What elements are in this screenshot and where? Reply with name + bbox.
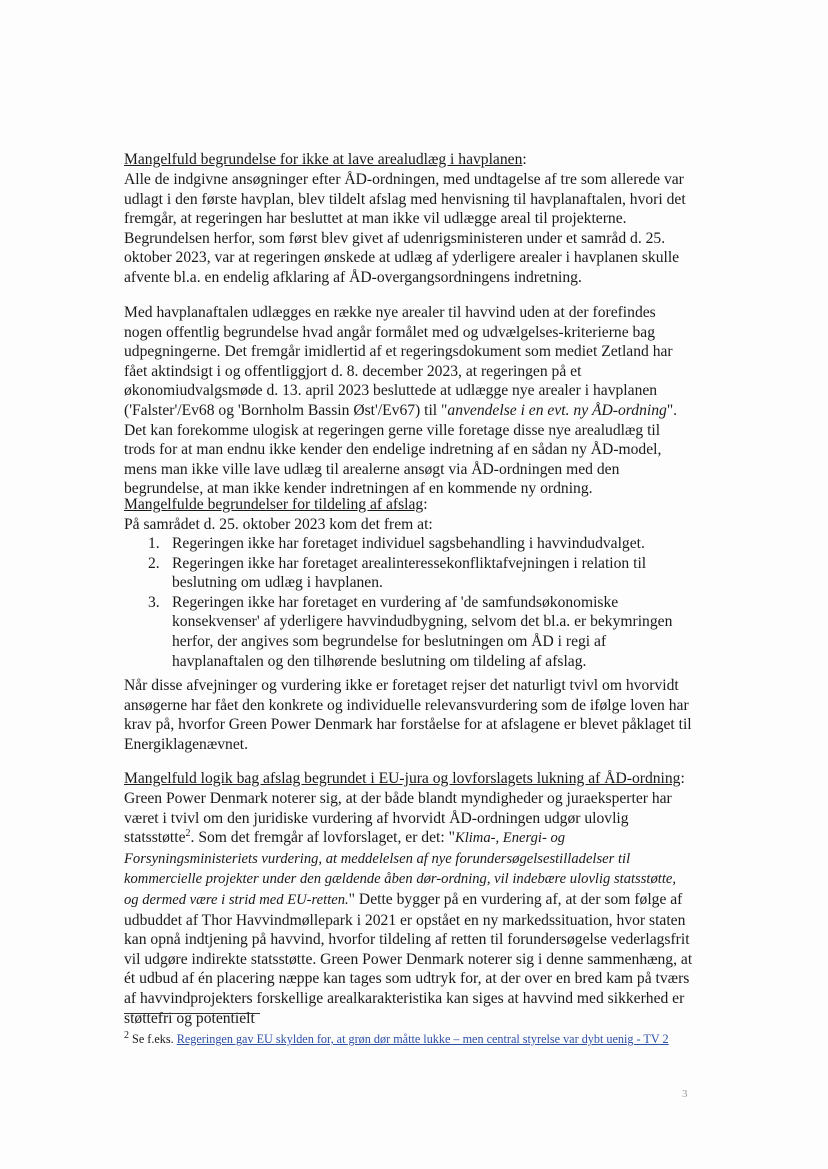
para2-text-b: ". Det kan forekomme ulogisk at regeringen gerne ville foretage disse nye arealudlæg til trods for at man endnu ikke kender den endelige indretning af en sådan ny ÅD-model, mens man ikke ville lave udlæg til arealerne ansøgt via ÅD-ordningen med den begrundelse, at man ikke kender indretningen af en kommende ny ordning. xyxy=(124,401,678,498)
section-3-heading: Mangelfuld logik bag afslag begrundet i EU-jura og lovforslagets lukning af ÅD-ordning xyxy=(124,770,681,787)
section-1-paragraph-1: Alle de indgivne ansøgninger efter ÅD-ordningen, med undtagelse af tre som allerede var udlagt i den første havplan, blev tildelt afslag med henvisning til havplanaftalen, hvori det fremgår, at regeringen har besluttet at man ikke vil udlægge areal til projekterne. Begrundelsen herfor, som først blev givet af udenrigsministeren under et samråd d. 25. oktober 2023, var at regeringen ønskede at udlæg af yderligere arealer i havplanen skulle afvente bl.a. en endelig afklaring af ÅD-overgangsordningens indretning. xyxy=(124,171,686,286)
section-3-paragraph xyxy=(124,789,694,1028)
section-2-heading-line: Mangelfulde begrundelser for tildeling af afslag: xyxy=(124,496,428,513)
list-item-text: Regeringen ikke har foretaget arealinteressekonfliktafvejningen i relation til beslutning om udlæg i havplanen. xyxy=(172,554,647,592)
section-2-heading: Mangelfulde begrundelser for tildeling af afslag xyxy=(124,496,424,513)
section-3-italic-quote: Klima-, Energi- og Forsyningsministeriets vurdering, at meddelelsen af nye forundersøgelsestilladelser til kommercielle projekter under den gældende åben dør-ordning, vil indebære ulovlig statsstøtte, og dermed være i strid med EU-retten. xyxy=(124,830,677,908)
page-number: 3 xyxy=(682,1088,688,1100)
section-1-paragraph-2 xyxy=(124,303,694,499)
footnote xyxy=(124,1031,694,1047)
footnote-link[interactable]: Regeringen gav EU skylden for, at grøn dør måtte lukke – men central styrelse var dybt uenig - TV 2 xyxy=(176,1032,669,1047)
footnote-number: 2 xyxy=(124,1030,129,1042)
para2-italic-quote: anvendelse i en evt. ny ÅD-ordning xyxy=(447,401,667,419)
list-item-text: Regeringen ikke har foretaget en vurdering af 'de samfundsøkonomiske konsekvenser' af yderligere havvindudbygning, selvom det bl.a. er bekymringen herfor, der angives som begrundelse for beslutningen om ÅD i regi af havplanaftalen og den tilhørende beslutning om tildeling af afslag. xyxy=(172,593,673,670)
list-item-number: 2. xyxy=(148,554,160,572)
list-item-number: 3. xyxy=(148,593,160,611)
footnote-prefix: Se f.eks. xyxy=(132,1032,177,1047)
section-2-intro: På samrådet d. 25. oktober 2023 kom det frem at: xyxy=(124,516,433,533)
para2-text-a: Med havplanaftalen udlægges en række nye arealer til havvind uden at der forefindes nogen offentlig begrundelse hvad angår formålet med og udvælgelses-kriterierne bag udpegningerne. Det fremgår imidlertid af et regeringsdokument som mediet Zetland har fået aktindsigt i og offentliggjort d. 8. december 2023, at regeringen på et økonomiudvalgsmøde d. 13. april 2023 besluttede at udlægge nye arealer i havplanen ('Falster'/Ev68 og 'Bornholm Bassin Øst'/Ev67) til " xyxy=(124,304,673,419)
footnote-divider xyxy=(124,1013,260,1014)
section-1-heading: Mangelfuld begrundelse for ikke at lave arealudlæg i havplanen xyxy=(124,151,523,168)
list-item-number: 1. xyxy=(148,535,160,552)
list-item xyxy=(124,593,694,671)
section-2-paragraph: Når disse afvejninger og vurdering ikke er foretaget rejser det naturligt tvivl om hvorvidt ansøgerne har fået den konkrete og individuelle relevansvurdering som de ifølge loven har krav på, hvorfor Green Power Denmark har forståelse for at afslagene er blevet påklaget til Energiklagenævnet. xyxy=(124,677,692,753)
section-3-text-c: " Dette bygger på en vurdering af, at der som følge af udbuddet af Thor Havvindmøllepark i 2021 er opstået en ny markedssituation, hvor staten kan opnå indtjening på havvind, hvorfor tildeling af retten til forundersøgelse vederlagsfrit vil udgøre indirekte statsstøtte. Green Power Denmark noterer sig i denne sammenhæng, at ét udbud af én placering næppe kan tages som udtryk for, at der over en bred kam på tværs af havvindprojekters forskellige arealkarakteristika kan siges at havvind med sikkerhed er støttefri og potentielt xyxy=(124,890,693,1027)
list-item xyxy=(124,554,694,593)
list-item-text: Regeringen ikke har foretaget individuel sagsbehandling i havvindudvalget. xyxy=(172,535,645,552)
list-item xyxy=(124,534,694,554)
footnote-reference[interactable]: 2 xyxy=(185,828,191,839)
section-3-text-a: Green Power Denmark noterer sig, at der både blandt myndigheder og juraeksperter har været i tvivl om den juridiske vurdering af hvorvidt ÅD-ordningen udgør ulovlig statsstøtte xyxy=(124,790,672,847)
section-3-heading-line: Mangelfuld logik bag afslag begrundet i EU-jura og lovforslagets lukning af ÅD-ordning: xyxy=(124,770,685,787)
section-3-text-b: . Som det fremgår af lovforslaget, er det: " xyxy=(190,829,455,847)
section-2-list xyxy=(124,534,694,671)
section-1-heading-line: Mangelfuld begrundelse for ikke at lave arealudlæg i havplanen: xyxy=(124,151,527,168)
